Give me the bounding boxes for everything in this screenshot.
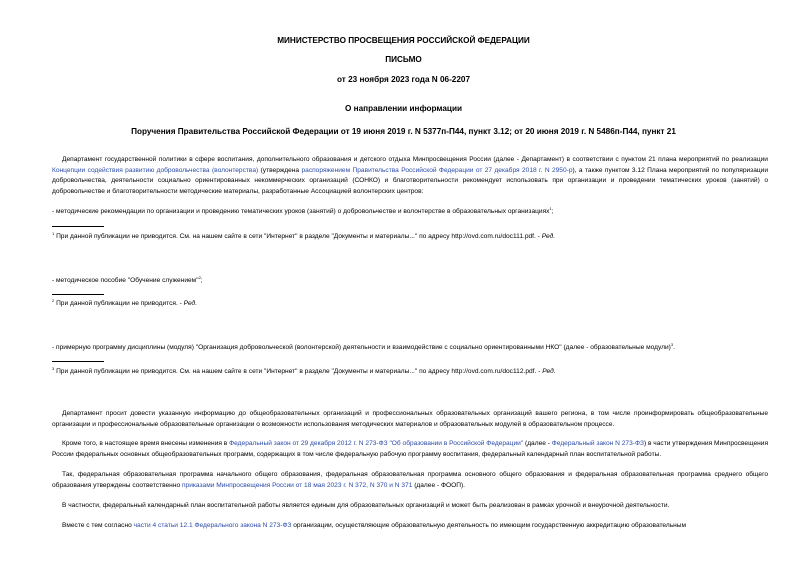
doc-type: ПИСЬМО	[385, 55, 422, 64]
paragraph-3	[52, 439, 768, 460]
paragraph-6-text-a: Вместе с тем согласно	[62, 522, 134, 529]
footnote-text: При данной публикации не приводится. См. на нашем сайте в сети "Интернет" в разделе "Документы и материалы..." по адресу http://ovd.com.ru/doc111.pdf. -	[54, 233, 542, 241]
list-item-end: ;	[551, 208, 554, 216]
list-item-text: - методическое пособие "Обучение служением"	[52, 277, 199, 285]
footnote	[52, 298, 197, 307]
footnote-editor: Ред.	[541, 233, 556, 241]
footnote-ref[interactable]: 3	[670, 342, 674, 347]
footnote-mark: 1	[52, 231, 55, 236]
list-item	[52, 275, 203, 284]
footnote-divider	[52, 361, 104, 362]
paragraph-3-text-b: (далее -	[523, 440, 552, 447]
footnote-ref[interactable]: 1	[549, 206, 552, 211]
paragraph-3-text-a: Кроме того, в настоящее время внесены изменения в	[62, 440, 230, 447]
paragraph-4-text-a: Так, федеральная образовательная программа начального общего образования, федеральная образовательная программа основного общего образования и федеральная образовательная программа среднего общего образования утверждены соответственно	[52, 471, 768, 489]
paragraph-6	[52, 521, 768, 532]
paragraph-4	[52, 470, 768, 491]
paragraph-1-text-b: (утверждена	[258, 166, 302, 174]
paragraph-5	[52, 501, 768, 512]
list-item-end: ;	[200, 277, 203, 285]
paragraph-1-text-c: ), а также пунктом 3.12 Плана мероприятий по популяризации добровольчества, деятельности социально ориентированных некоммерческих организаций (СОНКО) и благотворительности рекомендует использовать при организации и проведении тематических уроков (занятий) о добровольчестве и благотворительности методические материалы, разработанные Ассоциацией волонтерских центров:	[52, 166, 769, 195]
paragraph-5-text: В частности, федеральный календарный план воспитательной работы является единым для образовательных организаций и может быть реализован в рамках урочной и внеурочной деятельности.	[62, 502, 670, 509]
footnote	[52, 231, 555, 240]
footnote-ref[interactable]: 2	[198, 275, 201, 280]
paragraph-6-text-b: организации, осуществляющие образовательную деятельность по имеющим государственную аккредитацию образовательным	[291, 522, 687, 529]
footnote-divider	[52, 294, 104, 295]
list-item-text: - методические рекомендации по организации и проведению тематических уроков (занятий) о добровольчестве и волонтерстве в образовательных организациях	[52, 208, 550, 216]
list-item	[52, 342, 675, 351]
paragraph-4-text-b: (далее - ФООП).	[412, 481, 466, 489]
footnote-mark: 3	[52, 366, 55, 371]
footnote-divider	[52, 226, 104, 227]
footnote-mark: 2	[52, 298, 55, 303]
footnote-editor: Ред.	[542, 368, 556, 376]
paragraph-1-text-a: Департамент государственной политики в сфере воспитания, дополнительного образования и детского отдыха Минпросвещения России (далее - Департамент) в соответствии с пунктом 21 плана мероприятий по реализации	[62, 156, 768, 163]
footnote-text: При данной публикации не приводится. См. на нашем сайте в сети "Интернет" в разделе "Документы и материалы..." по адресу http://ovd.com.ru/doc112.pdf. -	[54, 368, 543, 376]
list-item	[52, 206, 554, 215]
footnote-editor: Ред.	[183, 300, 198, 308]
paragraph-3-text-c: ) в части утверждения Минпросвещения России федеральных основных общеобразовательных программ, содержащих в том числе федеральную рабочую программу воспитания, федеральный календарный план воспитательной работы.	[52, 440, 769, 458]
article-12-1-link[interactable]: части 4 статьи 12.1 Федерального закона N 273-ФЗ	[133, 522, 292, 529]
paragraph-2-text: Департамент просит довести указанную информацию до общеобразовательных организаций и профессиональных образовательных организаций вашего региона, в том числе проинформировать общеобразовательные организации и профессиональные образовательные организации о возможности использования методических материалов и образовательных модулей в образовательном процессе.	[52, 410, 768, 428]
footnote-text: При данной публикации не приводится. -	[54, 300, 184, 308]
law-273-link[interactable]: Федеральный закон N 273-ФЗ	[551, 440, 644, 447]
doc-date-number: от 23 ноября 2023 года N 06-2207	[336, 75, 471, 84]
government-instructions: Поручения Правительства Российской Федерации от 19 июня 2019 г. N 5377п-П44, пункт 3.12; от 20 июня 2019 г. N 5486п-П44, пункт 21	[131, 127, 676, 136]
paragraph-2	[52, 409, 768, 430]
list-item-text: - примерную программу дисциплины (модуля) "Организация добровольческой (волонтерской) деятельности и взаимодействие с социально ориентированными НКО" (далее - образовательные модули)	[52, 344, 671, 352]
orders-link[interactable]: приказами Минпросвещения России от 18 мая 2023 г. N 372, N 370 и N 371	[181, 481, 413, 489]
footnote	[52, 366, 556, 375]
concept-link[interactable]: Концепции содействия развитию добровольчества (волонтерства)	[52, 166, 259, 174]
decree-link[interactable]: распоряжением Правительства Российской Федерации от 27 декабря 2018 г. N 2950-р	[301, 166, 573, 174]
education-law-link[interactable]: Федеральный закон от 29 декабря 2012 г. N 273-ФЗ "Об образовании в Российской Федерации"	[229, 440, 524, 447]
ministry-title: МИНИСТЕРСТВО ПРОСВЕЩЕНИЯ РОССИЙСКОЙ ФЕДЕРАЦИИ	[277, 36, 530, 45]
paragraph-1	[52, 155, 768, 197]
doc-subject: О направлении информации	[344, 104, 463, 113]
list-item-end: .	[673, 344, 675, 352]
